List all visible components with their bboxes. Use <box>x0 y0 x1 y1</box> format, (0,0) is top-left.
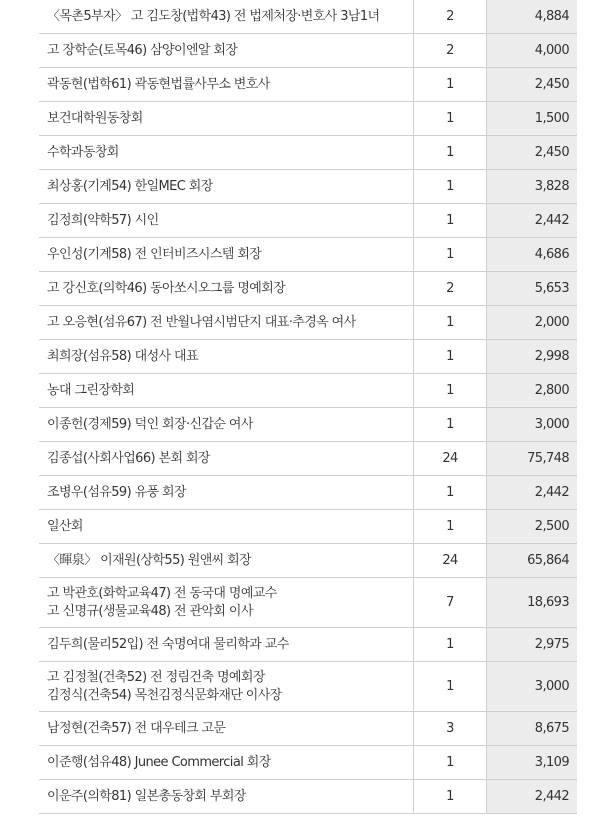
donor-table <box>39 0 577 814</box>
table-row <box>39 712 577 746</box>
table-row <box>39 102 577 136</box>
donation-count: 1 <box>414 628 487 661</box>
donation-count: 1 <box>414 510 487 543</box>
donor-name: 고 강신호(의학46) 동아쏘시오그룹 명예회장 <box>39 272 414 305</box>
table-row <box>39 578 577 628</box>
table-row <box>39 340 577 374</box>
donor-name: 고 장학순(토목46) 삼양이엔알 회장 <box>39 34 414 67</box>
donor-name: 농대 그린장학회 <box>39 374 414 407</box>
donation-count: 2 <box>414 0 487 33</box>
donation-amount: 2,442 <box>487 204 577 237</box>
donor-name: 남정현(건축57) 전 대우테크 고문 <box>39 712 414 745</box>
donation-amount: 2,442 <box>487 476 577 509</box>
donor-name-line: 고 신명규(생물교육48) 전 관악회 이사 <box>47 603 253 619</box>
donor-name: 김두희(물리52입) 전 숙명여대 물리학과 교수 <box>39 628 414 661</box>
table-row <box>39 272 577 306</box>
donation-amount: 65,864 <box>487 544 577 577</box>
donation-count: 7 <box>414 578 487 627</box>
donation-count: 1 <box>414 204 487 237</box>
donation-amount: 3,000 <box>487 408 577 441</box>
donation-amount: 4,686 <box>487 238 577 271</box>
donation-count: 1 <box>414 780 487 813</box>
donation-amount: 2,800 <box>487 374 577 407</box>
donation-count: 1 <box>414 238 487 271</box>
donation-amount: 3,828 <box>487 170 577 203</box>
donation-count: 1 <box>414 68 487 101</box>
donor-name: 조병우(섬유59) 유풍 회장 <box>39 476 414 509</box>
table-row <box>39 374 577 408</box>
donor-name: 수학과동창회 <box>39 136 414 169</box>
donation-amount: 2,000 <box>487 306 577 339</box>
donor-name: 보건대학원동창회 <box>39 102 414 135</box>
donor-name: 김정희(약학57) 시인 <box>39 204 414 237</box>
donation-count: 3 <box>414 712 487 745</box>
donation-count: 1 <box>414 746 487 779</box>
donor-name: 이준행(섬유48) Junee Commercial 회장 <box>39 746 414 779</box>
table-row <box>39 238 577 272</box>
donor-name: 최상홍(기계54) 한일MEC 회장 <box>39 170 414 203</box>
table-row <box>39 68 577 102</box>
donation-count: 24 <box>414 544 487 577</box>
donor-name: 고 오응현(섬유67) 전 반월나염시범단지 대표·추경옥 여사 <box>39 306 414 339</box>
donor-name <box>39 662 414 711</box>
table-row <box>39 34 577 68</box>
donor-name: 김종섭(사회사업66) 본회 회장 <box>39 442 414 475</box>
table-row <box>39 170 577 204</box>
donor-name: 일산회 <box>39 510 414 543</box>
donation-count: 1 <box>414 136 487 169</box>
donation-count: 24 <box>414 442 487 475</box>
donation-amount: 2,975 <box>487 628 577 661</box>
donor-name-line: 김정식(건축54) 목천김정식문화재단 이사장 <box>47 687 282 703</box>
donation-amount: 18,693 <box>487 578 577 627</box>
donor-name <box>39 578 414 627</box>
donor-name-line: 고 김정철(건축52) 전 정림건축 명예회장 <box>47 669 265 685</box>
donation-amount: 2,998 <box>487 340 577 373</box>
table-row <box>39 0 577 34</box>
donation-amount: 3,109 <box>487 746 577 779</box>
donation-amount: 2,500 <box>487 510 577 543</box>
donor-name: 이운주(의학81) 일본총동창회 부회장 <box>39 780 414 813</box>
donation-amount: 5,653 <box>487 272 577 305</box>
table-row <box>39 746 577 780</box>
donation-amount: 8,675 <box>487 712 577 745</box>
donation-count: 1 <box>414 170 487 203</box>
donor-name-line: 고 박관호(화학교육47) 전 동국대 명예교수 <box>47 585 277 601</box>
table-row <box>39 628 577 662</box>
donor-name: 〈목촌5부자〉 고 김도창(법학43) 전 법제처장·변호사 3남1녀 <box>39 0 414 33</box>
donor-name: 최희장(섬유58) 대성사 대표 <box>39 340 414 373</box>
donation-count: 1 <box>414 306 487 339</box>
donor-name: 곽동현(법학61) 곽동현법률사무소 변호사 <box>39 68 414 101</box>
donation-amount: 4,884 <box>487 0 577 33</box>
table-row <box>39 408 577 442</box>
donation-count: 1 <box>414 102 487 135</box>
donation-count: 1 <box>414 340 487 373</box>
donation-amount: 2,450 <box>487 68 577 101</box>
table-row <box>39 476 577 510</box>
donation-amount: 75,748 <box>487 442 577 475</box>
donation-amount: 2,450 <box>487 136 577 169</box>
donation-count: 1 <box>414 662 487 711</box>
table-row <box>39 780 577 814</box>
table-row <box>39 204 577 238</box>
table-row <box>39 306 577 340</box>
donor-name: 우인성(기계58) 전 인터비즈시스템 회장 <box>39 238 414 271</box>
table-row <box>39 136 577 170</box>
donation-amount: 1,500 <box>487 102 577 135</box>
donation-amount: 4,000 <box>487 34 577 67</box>
donation-count: 2 <box>414 272 487 305</box>
table-row <box>39 510 577 544</box>
donation-amount: 3,000 <box>487 662 577 711</box>
donor-name: 〈暉泉〉 이재원(상학55) 원앤씨 회장 <box>39 544 414 577</box>
donation-amount: 2,442 <box>487 780 577 813</box>
donor-name: 이종헌(경제59) 덕인 회장·신갑순 여사 <box>39 408 414 441</box>
donation-count: 1 <box>414 408 487 441</box>
table-row <box>39 662 577 712</box>
donation-count: 1 <box>414 476 487 509</box>
donation-count: 2 <box>414 34 487 67</box>
donation-count: 1 <box>414 374 487 407</box>
table-row <box>39 544 577 578</box>
table-row <box>39 442 577 476</box>
